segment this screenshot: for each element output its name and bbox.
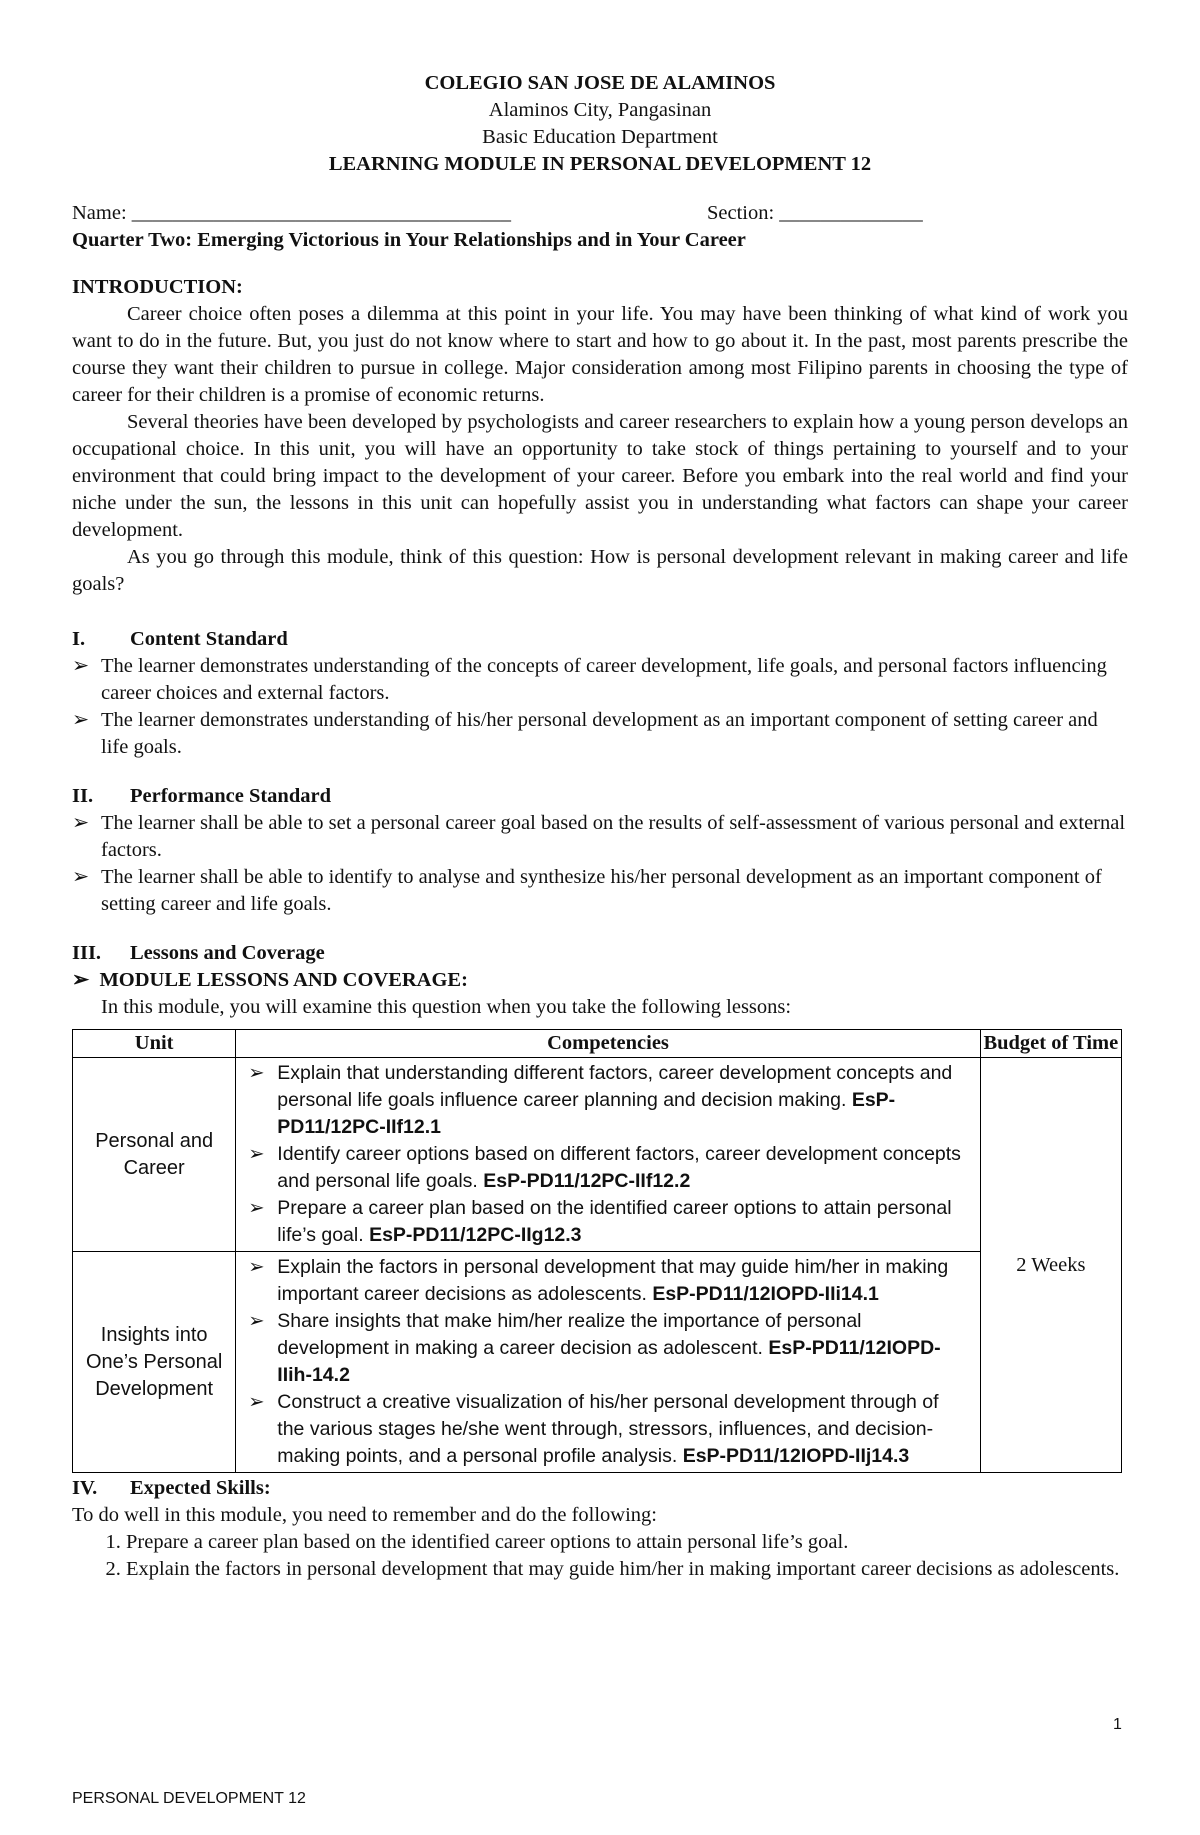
competency-code: EsP-PD11/12IOPD-IIih-14.2: [277, 1337, 941, 1386]
performance-standard-list: [72, 810, 1128, 918]
section-3-title: Lessons and Coverage: [130, 942, 325, 964]
module-lessons-heading: ➢ MODULE LESSONS AND COVERAGE:: [72, 969, 468, 991]
intro-paragraph-3: As you go through this module, think of this question: How is personal development relevant in making career and life goals?: [72, 546, 1128, 595]
content-standard-list: [72, 653, 1128, 761]
section-3-heading: [72, 940, 1128, 967]
list-item: ➢ Identify career options based on different factors, career development concepts and personal life goals. EsP-PD11/12PC-IIf12.2: [248, 1143, 961, 1192]
arrow-bullet-icon: ➢: [72, 866, 90, 888]
department-name: Basic Education Department: [482, 126, 718, 148]
section-1-number: I.: [72, 628, 86, 650]
list-item: ➢ The learner shall be able to set a personal career goal based on the results of self-assessment of various personal and external factors.: [72, 812, 1126, 861]
section-1-heading: [72, 626, 1128, 653]
section-field[interactable]: Section: ______________: [707, 202, 923, 224]
section-4-heading: [72, 1475, 1128, 1502]
module-title: LEARNING MODULE IN PERSONAL DEVELOPMENT 12: [328, 153, 872, 175]
arrow-bullet-icon: ➢: [72, 969, 90, 991]
quarter-title: Quarter Two: Emerging Victorious in Your Relationships and in Your Career: [72, 229, 746, 251]
arrow-bullet-icon: ➢: [248, 1197, 265, 1219]
section-4-number: IV.: [72, 1477, 98, 1499]
arrow-bullet-icon: ➢: [248, 1310, 265, 1332]
list-item: ➢ The learner demonstrates understanding of the concepts of career development, life goals, and personal factors influencing career choices and external factors.: [72, 655, 1107, 704]
section-4-title: Expected Skills:: [130, 1477, 271, 1499]
arrow-bullet-icon: ➢: [248, 1391, 265, 1413]
budget-cell: 2 Weeks: [980, 1058, 1121, 1473]
header-budget: Budget of Time: [980, 1030, 1121, 1058]
list-item: ➢ Construct a creative visualization of his/her personal development through of the various stages he/she went through, stressors, influences, and decision-making points, and a personal profile analysis. EsP-PD11/12IOPD-IIj14.3: [248, 1391, 939, 1467]
page-number: 1: [1113, 1716, 1122, 1733]
unit-cell: Personal and Career: [73, 1058, 236, 1252]
unit-cell: Insights into One’s Personal Development: [73, 1252, 236, 1473]
table-row: [73, 1058, 1122, 1252]
list-item: ➢ Share insights that make him/her realize the importance of personal development in making a career decision as adolescent. EsP-PD11/12IOPD-IIih-14.2: [248, 1310, 941, 1386]
table-row: [73, 1252, 1122, 1473]
arrow-bullet-icon: ➢: [248, 1143, 265, 1165]
arrow-bullet-icon: ➢: [72, 655, 90, 677]
list-item: ➢ Explain that understanding different factors, career development concepts and personal life goals influence career planning and decision making. EsP-PD11/12PC-IIf12.1: [248, 1062, 953, 1138]
arrow-bullet-icon: ➢: [72, 709, 90, 731]
competency-code: EsP-PD11/12PC-IIf12.2: [483, 1170, 691, 1192]
name-section-row: [72, 200, 1128, 227]
name-field[interactable]: Name: _____________________________________: [72, 202, 512, 224]
section-2-title: Performance Standard: [130, 785, 331, 807]
competency-code: EsP-PD11/12IOPD-IIi14.1: [652, 1283, 879, 1305]
intro-heading: INTRODUCTION:: [72, 276, 243, 298]
list-item: ➢ The learner demonstrates understanding of his/her personal development as an important component of setting career and life goals.: [72, 709, 1098, 758]
page-footer: PERSONAL DEVELOPMENT 12: [72, 1790, 306, 1807]
competencies-cell: [236, 1058, 980, 1252]
document-header: [72, 70, 1128, 178]
expected-skills-list: [72, 1529, 1128, 1583]
section-1-title: Content Standard: [130, 628, 288, 650]
list-item: ➢ Prepare a career plan based on the identified career options to attain personal life’s goal. EsP-PD11/12PC-IIg12.3: [248, 1197, 952, 1246]
list-item: 2. Explain the factors in personal development that may guide him/her in making important career decisions as adolescents.: [126, 1556, 1128, 1583]
header-competencies: Competencies: [236, 1030, 980, 1058]
competencies-table: [72, 1029, 1122, 1473]
competencies-cell: [236, 1252, 980, 1473]
competency-code: EsP-PD11/12PC-IIf12.1: [277, 1089, 896, 1138]
section-3-number: III.: [72, 942, 102, 964]
list-item: 1. Prepare a career plan based on the identified career options to attain personal life’s goal.: [126, 1529, 1128, 1556]
competency-code: EsP-PD11/12IOPD-IIj14.3: [682, 1445, 910, 1467]
school-name: COLEGIO SAN JOSE DE ALAMINOS: [424, 72, 776, 94]
list-item: ➢ The learner shall be able to identify to analyse and synthesize his/her personal development as an important component of setting career and life goals.: [72, 866, 1102, 915]
section-2-number: II.: [72, 785, 94, 807]
module-lessons-text: In this module, you will examine this question when you take the following lessons:: [101, 996, 792, 1018]
section-2-heading: [72, 783, 1128, 810]
intro-paragraph-2: Several theories have been developed by psychologists and career researchers to explain how a young person develops an occupational choice. In this unit, you will have an opportunity to take stock of things pertaining to yourself and to your environment that could bring impact to the development of your career. Before you embark into the real world and find your niche under the sun, the lessons in this unit can hopefully assist you in understanding what factors can shape your career development.: [72, 411, 1128, 541]
document-page: [72, 70, 1128, 1583]
school-city: Alaminos City, Pangasinan: [488, 99, 712, 121]
arrow-bullet-icon: ➢: [248, 1062, 265, 1084]
competency-code: EsP-PD11/12PC-IIg12.3: [369, 1224, 582, 1246]
header-unit: Unit: [73, 1030, 236, 1058]
arrow-bullet-icon: ➢: [248, 1256, 265, 1278]
expected-skills-intro: To do well in this module, you need to remember and do the following:: [72, 1504, 657, 1526]
intro-paragraph-1: Career choice often poses a dilemma at this point in your life. You may have been thinking of what kind of work you want to do in the future. But, you just do not know where to start and how to go about it. In the past, most parents prescribe the course they want their children to pursue in college. Major consideration among most Filipino parents in choosing the type of career for their children is a promise of economic returns.: [72, 303, 1128, 406]
list-item: ➢ Explain the factors in personal development that may guide him/her in making important career decisions as adolescents. EsP-PD11/12IOPD-IIi14.1: [248, 1256, 949, 1305]
table-header-row: [73, 1030, 1122, 1058]
arrow-bullet-icon: ➢: [72, 812, 90, 834]
